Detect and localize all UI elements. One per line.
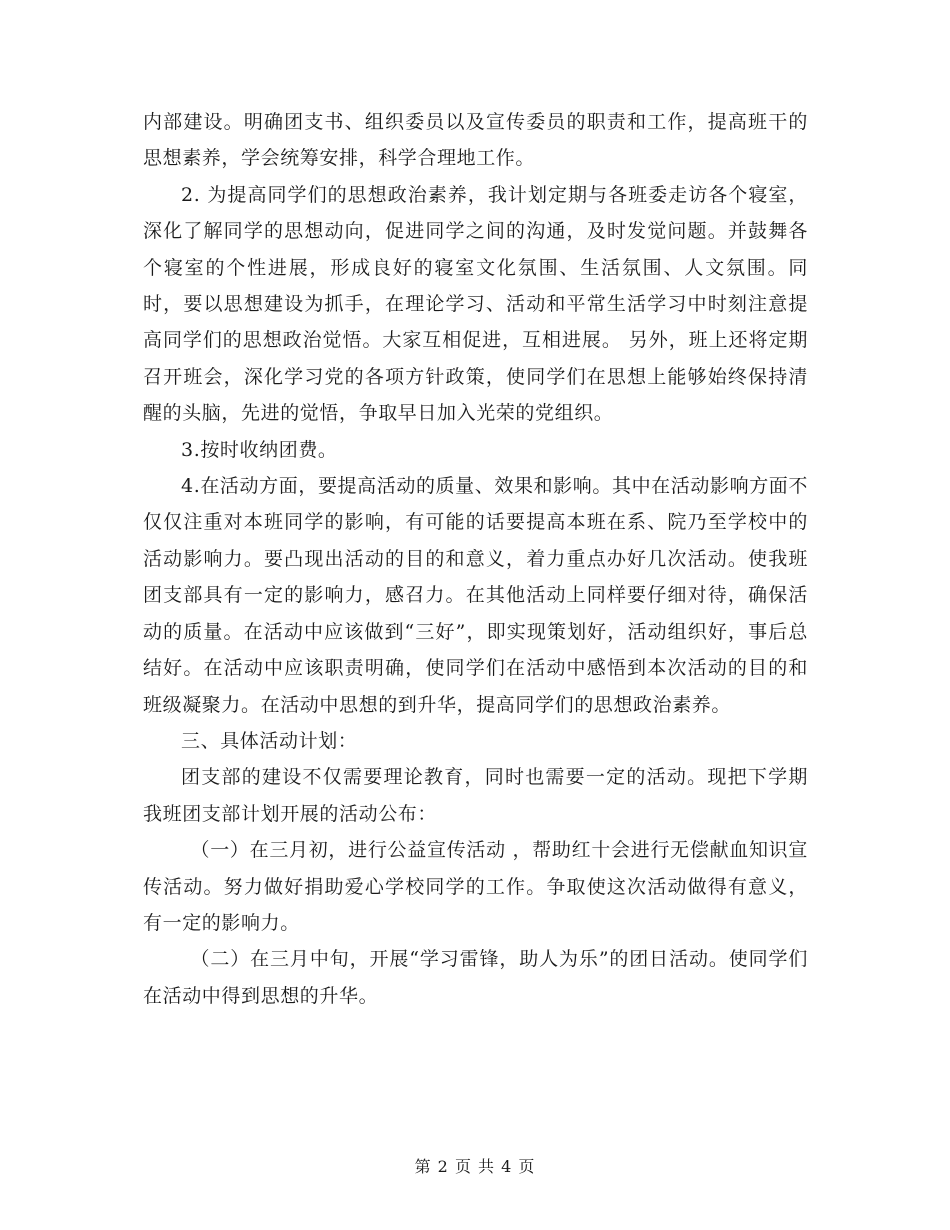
paragraph-item-2: 2. 为提高同学们的思想政治素养，我计划定期与各班委走访各个寝室，深化了解同学的思想动向，促进同学之间的沟通，及时发觉问题。并鼓舞各个寝室的个性进展，形成良好的寝室文化氛围、生活氛围、人文氛围。同时，要以思想建设为抓手，在理论学习、活动和平常生活学习中时刻注意提高同学们的思想政治觉悟。大家互相促进，互相进展。 另外，班上还将定期召开班会，深化学习党的各项方针政策，使同学们在思想上能够始终保持清醒的头脑，先进的觉悟，争取早日加入光荣的党组织。 [143,183,808,425]
paragraph-activity-1: （一）在三月初，进行公益宣传活动 ，帮助红十会进行无偿献血知识宣传活动。努力做好捐助爱心学校同学的工作。争取使这次活动做得有意义，有一定的影响力。 [143,839,808,934]
paragraph-activity-2: （二）在三月中旬，开展“学习雷锋，助人为乐”的团日活动。使同学们在活动中得到思想的升华。 [143,948,808,1007]
paragraph-continuation: 内部建设。明确团支书、组织委员以及宣传委员的职责和工作，提高班干的思想素养，学会统筹安排，科学合理地工作。 [143,111,808,170]
paragraph-item-4: 4.在活动方面，要提高活动的质量、效果和影响。其中在活动影响方面不仅仅注重对本班同学的影响，有可能的话要提高本班在系、院乃至学校中的活动影响力。要凸现出活动的目的和意义，着力重点办好几次活动。使我班团支部具有一定的影响力，感召力。在其他活动上同样要仔细对待，确保活动的质量。在活动中应该做到“三好”，即实现策划好，活动组织好，事后总结好。在活动中应该职责明确，使同学们在活动中感悟到本次活动的目的和班级凝聚力。在活动中思想的到升华，提高同学们的思想政治素养。 [143,475,808,716]
section-heading-activity-plan: 三、具体活动计划： [181,729,358,752]
paragraph-activity-intro: 团支部的建设不仅需要理论教育，同时也需要一定的活动。现把下学期我班团支部计划开展的活动公布： [143,766,808,825]
document-body [143,104,808,1014]
paragraph-item-3: 3.按时收纳团费。 [181,438,338,461]
page-number-footer: 第 2 页 共 4 页 [414,1157,536,1176]
